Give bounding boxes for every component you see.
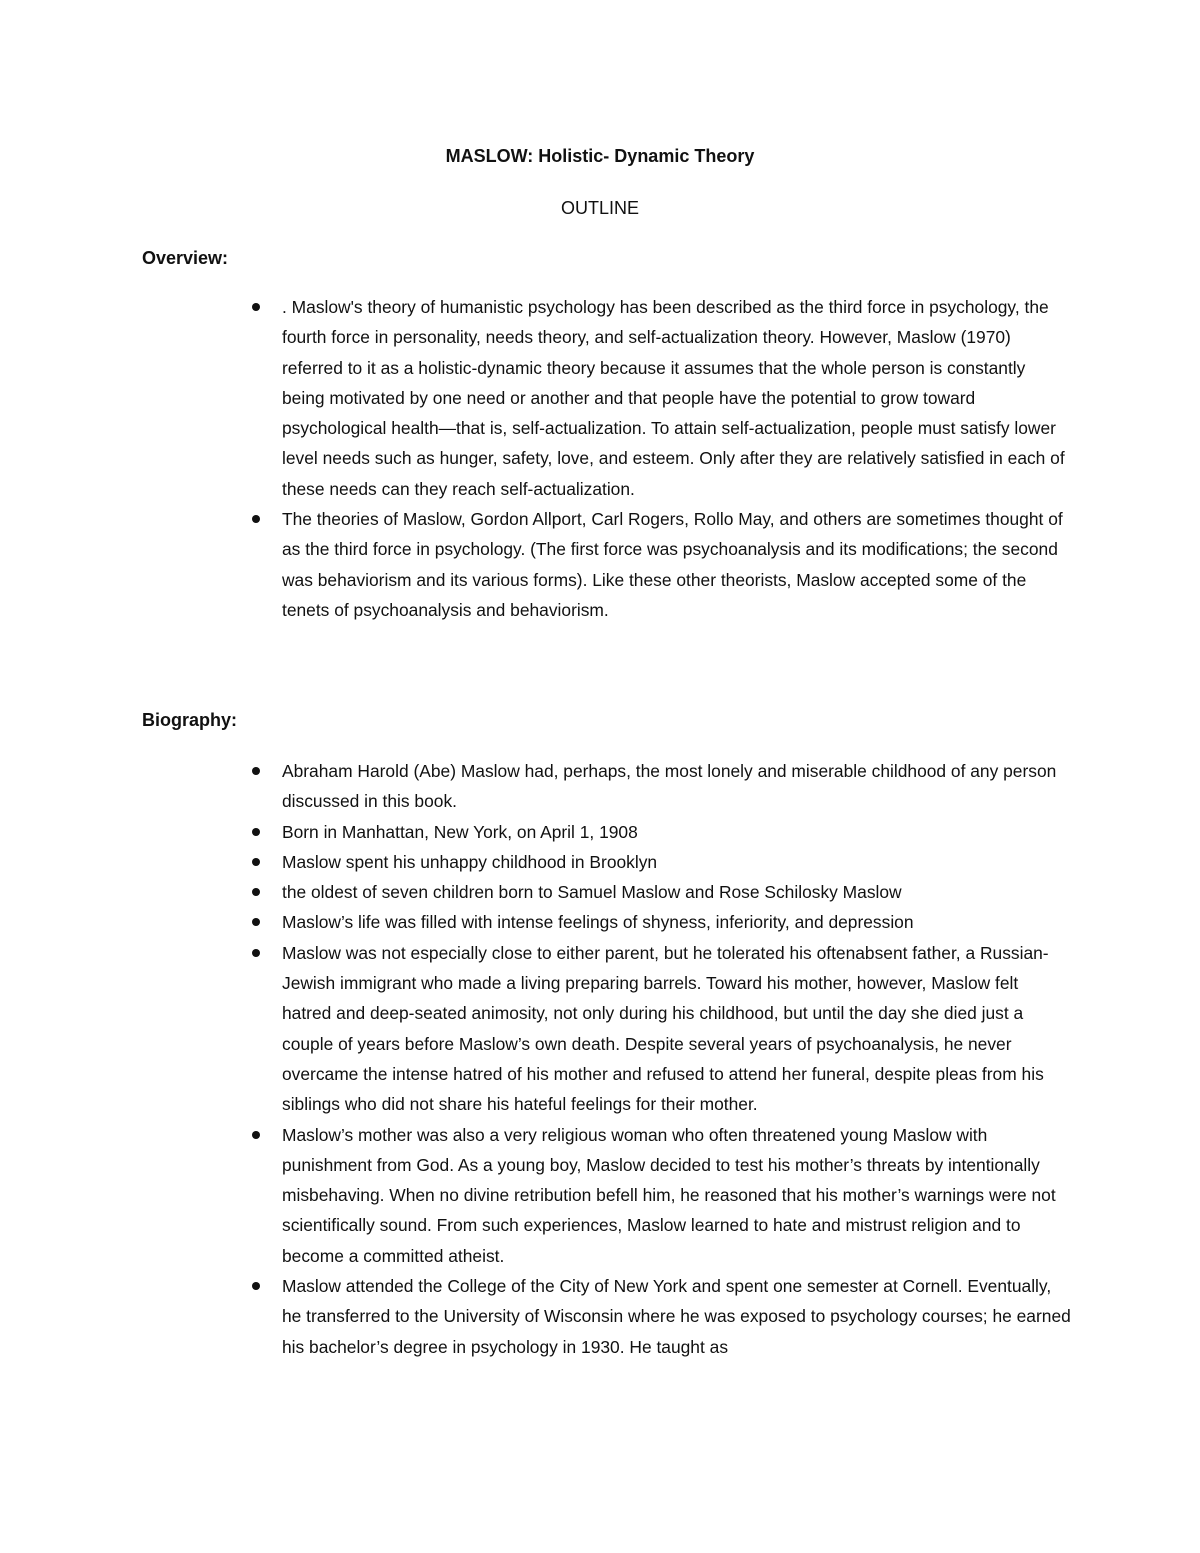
bullet-icon — [252, 767, 260, 775]
list-item — [232, 504, 1072, 625]
section-heading-biography: Biography: — [142, 710, 238, 730]
overview-bullet-list — [232, 292, 1072, 625]
list-item — [232, 1120, 1072, 1271]
list-item — [232, 907, 1072, 937]
list-item — [232, 1271, 1072, 1362]
list-item-text: Maslow was not especially close to either parent, but he tolerated his oftenabsent father, a Russian-Jewish immigrant who made a living preparing barrels. Toward his mother, however, Maslow felt hatred and deep-seated animosity, not only during his childhood, but until the day she died just a couple of years before Maslow’s own death. Despite several years of psychoanalysis, he never overcame the intense hatred of his mother and refused to attend her funeral, despite pleas from his siblings who did not share his hateful feelings for their mother. — [282, 942, 1049, 1115]
page-subtitle: OUTLINE — [560, 198, 639, 218]
list-item-text: Maslow’s life was filled with intense feelings of shyness, inferiority, and depression — [282, 912, 914, 933]
list-item-text: Maslow’s mother was also a very religious woman who often threatened young Maslow with punishment from God. As a young boy, Maslow decided to test his mother’s threats by intentionally misbehaving. When no divine retribution befell him, he reasoned that his mother’s warnings were not scientifically sound. From such experiences, Maslow learned to hate and mistrust religion and to become a committed atheist. — [282, 1124, 1056, 1266]
list-item-text: . Maslow's theory of humanistic psychology has been described as the third force in psychology, the fourth force in personality, needs theory, and self-actualization theory. However, Maslow (1970) referred to it as a holistic-dynamic theory because it assumes that the whole person is constantly being motivated by one need or another and that people have the potential to grow toward psychological health—that is, self-actualization. To attain self-actualization, people must satisfy lower level needs such as hunger, safety, love, and esteem. Only after they are relatively satisfied in each of these needs can they reach self-actualization. — [282, 297, 1065, 499]
list-item-text: The theories of Maslow, Gordon Allport, Carl Rogers, Rollo May, and others are sometimes thought of as the third force in psychology. (The first force was psychoanalysis and its modifications; the second was behaviorism and its various forms). Like these other theorists, Maslow accepted some of the tenets of psychoanalysis and behaviorism. — [282, 509, 1063, 620]
list-item — [232, 847, 1072, 877]
bullet-icon — [252, 303, 260, 311]
list-item-text: Maslow attended the College of the City of New York and spent one semester at Cornell. Eventually, he transferred to the University of Wisconsin where he was exposed to psychology courses; he earned his bachelor’s degree in psychology in 1930. He taught as — [282, 1276, 1071, 1357]
biography-bullet-list — [232, 756, 1072, 1362]
list-item — [232, 877, 1072, 907]
bullet-icon — [252, 888, 260, 896]
list-item-text: the oldest of seven children born to Samuel Maslow and Rose Schilosky Maslow — [282, 882, 902, 903]
list-item — [232, 292, 1072, 504]
bullet-icon — [252, 1131, 260, 1139]
list-item-text: Maslow spent his unhappy childhood in Brooklyn — [282, 851, 658, 872]
list-item — [232, 938, 1072, 1120]
bullet-icon — [252, 828, 260, 836]
list-item-text: Born in Manhattan, New York, on April 1, 1908 — [282, 821, 638, 842]
list-item-text: Abraham Harold (Abe) Maslow had, perhaps, the most lonely and miserable childhood of any person discussed in this book. — [282, 761, 1057, 812]
bullet-icon — [252, 515, 260, 523]
list-item — [232, 756, 1072, 817]
bullet-icon — [252, 858, 260, 866]
page-title: MASLOW: Holistic- Dynamic Theory — [445, 146, 755, 166]
list-item — [232, 817, 1072, 847]
bullet-icon — [252, 1282, 260, 1290]
bullet-icon — [252, 918, 260, 926]
section-heading-overview: Overview: — [142, 248, 229, 268]
bullet-icon — [252, 949, 260, 957]
